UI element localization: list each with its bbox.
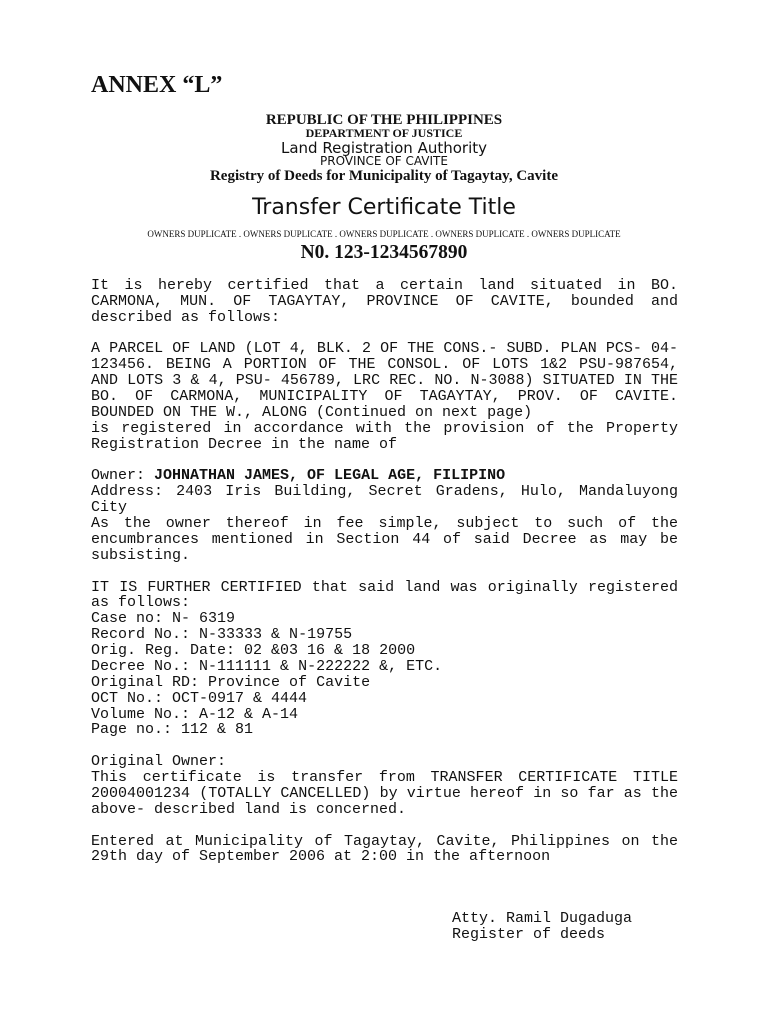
field-value: N-33333 & N-19755 bbox=[199, 626, 353, 644]
duplicate-banner: OWNERS DUPLICATE . OWNERS DUPLICATE . OWNERS DUPLICATE . OWNERS DUPLICATE . OWNERS DUPLICATE bbox=[147, 229, 621, 239]
authority-heading: Land Registration Authority bbox=[281, 139, 487, 157]
text-line: It is hereby certified that a certain land situated in BO. bbox=[91, 277, 678, 294]
text-line: encumbrances mentioned in Section 44 of said Decree as may be bbox=[91, 530, 678, 548]
field-label: Record No.: bbox=[91, 626, 191, 644]
owner-address-line: Address: 2403 Iris Building, Secret Gradens, Hulo, Mandaluyong bbox=[91, 483, 678, 501]
annex-label: ANNEX “L” bbox=[91, 72, 223, 98]
field-value: N-111111 & N-222222 &, ETC. bbox=[199, 657, 443, 675]
registration-field bbox=[91, 643, 678, 659]
owner-address-line: City bbox=[91, 499, 128, 517]
department-heading: DEPARTMENT OF JUSTICE bbox=[305, 126, 463, 140]
field-label: Original RD: bbox=[91, 673, 200, 691]
field-value: N- 6319 bbox=[172, 610, 236, 628]
field-value: Province of Cavite bbox=[208, 673, 371, 691]
text-line: 29th day of September 2006 at 2:00 in the afternoon bbox=[91, 848, 551, 866]
text-line: is registered in accordance with the provision of the Property bbox=[91, 419, 678, 437]
registration-field bbox=[91, 707, 678, 723]
land-certification-paragraph bbox=[91, 278, 678, 326]
text-line: above- described land is concerned. bbox=[91, 800, 407, 818]
registration-field bbox=[91, 675, 678, 691]
signature-block bbox=[452, 911, 632, 943]
original-registration-section bbox=[91, 580, 678, 739]
registry-heading: Registry of Deeds for Municipality of Tagaytay, Cavite bbox=[209, 168, 559, 184]
text-line: Entered at Municipality of Tagaytay, Cavite, Philippines on the bbox=[91, 832, 678, 850]
signatory-title: Register of deeds bbox=[452, 925, 606, 943]
field-value: OCT-0917 & 4444 bbox=[172, 689, 308, 707]
text-line: 123456. BEING A PORTION OF THE CONSOL. OF LOTS 1&2 PSU-987654, bbox=[91, 356, 678, 374]
text-line: 20004001234 (TOTALLY CANCELLED) by virtue hereof in so far as the bbox=[91, 784, 678, 802]
text-line: BO. OF CARMONA, MUNICIPALITY OF TAGAYTAY, PROV. OF CAVITE. bbox=[91, 388, 678, 406]
field-label: Page no.: bbox=[91, 721, 173, 739]
field-value: 112 & 81 bbox=[181, 721, 254, 739]
text-line: AND LOTS 3 & 4, PSU- 456789, LRC REC. NO. N-3088) SITUATED IN THE bbox=[91, 372, 678, 390]
text-line: As the owner thereof in fee simple, subject to such of the bbox=[91, 515, 678, 533]
owner-section bbox=[91, 468, 678, 563]
owner-line bbox=[91, 468, 678, 484]
text-line: subsisting. bbox=[91, 546, 191, 564]
field-value: 02 &03 16 & 18 2000 bbox=[244, 642, 416, 660]
signatory-name: Atty. Ramil Dugaduga bbox=[452, 910, 633, 927]
owner-label: Owner: bbox=[91, 467, 146, 485]
text-line: CARMONA, MUN. OF TAGAYTAY, PROVINCE OF CAVITE, bounded and bbox=[91, 292, 678, 310]
document-title: Transfer Certificate Title bbox=[252, 195, 516, 220]
certificate-number: N0. 123-1234567890 bbox=[300, 242, 468, 263]
field-label: Volume No.: bbox=[91, 705, 191, 723]
original-owner-section bbox=[91, 754, 678, 818]
original-owner-label: Original Owner: bbox=[91, 753, 227, 771]
field-label: OCT No.: bbox=[91, 689, 164, 707]
owner-name: JOHNATHAN JAMES, OF LEGAL AGE, FILIPINO bbox=[154, 467, 506, 485]
field-label: Decree No.: bbox=[91, 657, 191, 675]
registration-field bbox=[91, 722, 678, 738]
field-value: A-12 & A-14 bbox=[199, 705, 299, 723]
registration-field bbox=[91, 611, 678, 627]
text-line: A PARCEL OF LAND (LOT 4, BLK. 2 OF THE CONS.- SUBD. PLAN PCS- 04- bbox=[91, 340, 678, 358]
entry-section bbox=[91, 834, 678, 866]
text-line: This certificate is transfer from TRANSFER CERTIFICATE TITLE bbox=[91, 769, 678, 787]
text-line: BOUNDED ON THE W., ALONG (Continued on next page) bbox=[91, 403, 533, 421]
land-description-paragraph bbox=[91, 341, 678, 452]
registration-field bbox=[91, 659, 678, 675]
field-label: Case no: bbox=[91, 610, 164, 628]
registration-field bbox=[91, 627, 678, 643]
registration-field bbox=[91, 691, 678, 707]
republic-heading: REPUBLIC OF THE PHILIPPINES bbox=[265, 112, 503, 128]
certificate-body bbox=[91, 278, 678, 865]
text-line: IT IS FURTHER CERTIFIED that said land was originally registered bbox=[91, 578, 678, 596]
text-line: Registration Decree in the name of bbox=[91, 435, 398, 453]
province-heading: PROVINCE OF CAVITE bbox=[320, 154, 448, 168]
text-line: as follows: bbox=[91, 594, 191, 612]
field-label: Orig. Reg. Date: bbox=[91, 642, 236, 660]
text-line: described as follows: bbox=[91, 308, 281, 326]
